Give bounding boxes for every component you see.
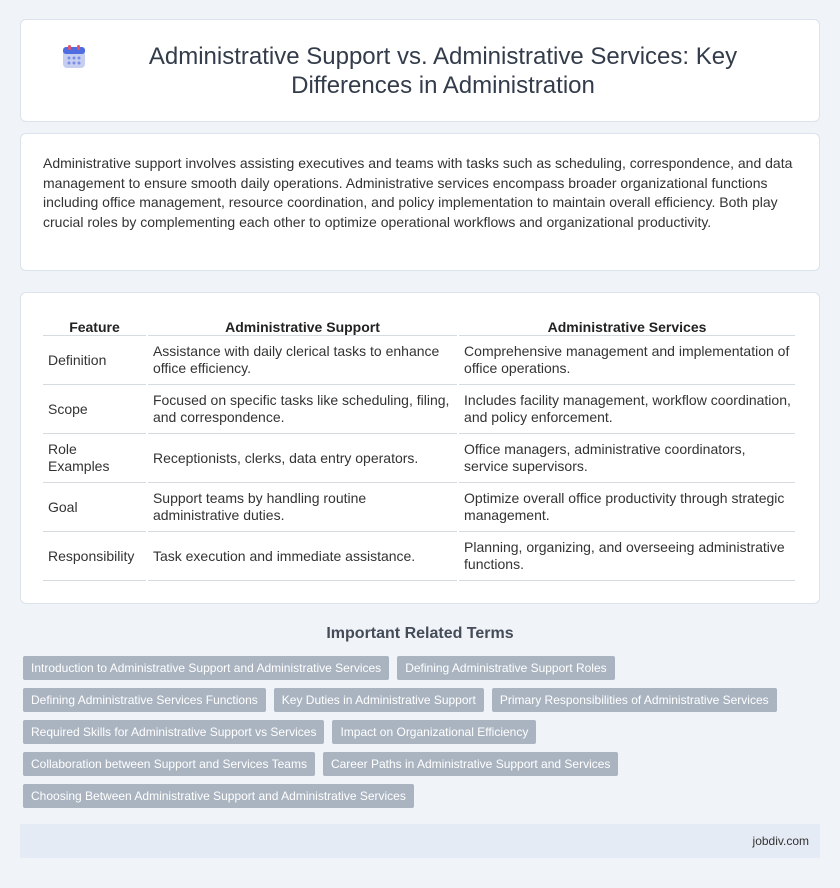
row-support-cell: Support teams by handling routine administrative duties. — [148, 483, 457, 532]
header-administrative-services: Administrative Services — [459, 315, 795, 336]
related-term-tag[interactable]: Key Duties in Administrative Support — [274, 688, 484, 712]
related-term-tag[interactable]: Defining Administrative Support Roles — [397, 656, 614, 680]
comparison-table — [41, 315, 797, 581]
row-services-cell: Office managers, administrative coordinators, service supervisors. — [459, 434, 795, 483]
header — [21, 20, 819, 121]
related-term-tag[interactable]: Defining Administrative Services Functions — [23, 688, 266, 712]
related-terms-list — [23, 656, 813, 808]
table-row — [43, 434, 795, 483]
footer — [20, 824, 820, 858]
page-title: Administrative Support vs. Administrative Services: Key Differences in Administration — [148, 42, 738, 99]
related-term-tag[interactable]: Impact on Organizational Efficiency — [332, 720, 536, 744]
related-term-tag[interactable]: Primary Responsibilities of Administrative Services — [492, 688, 777, 712]
related-term-tag[interactable]: Collaboration between Support and Services Teams — [23, 752, 315, 776]
row-feature-cell: Scope — [43, 385, 146, 434]
row-support-cell: Receptionists, clerks, data entry operators. — [148, 434, 457, 483]
row-support-cell: Assistance with daily clerical tasks to enhance office efficiency. — [148, 336, 457, 385]
row-feature-cell: Definition — [43, 336, 146, 385]
row-support-cell: Focused on specific tasks like scheduling, filing, and correspondence. — [148, 385, 457, 434]
row-feature-cell: Goal — [43, 483, 146, 532]
header-administrative-support: Administrative Support — [148, 315, 457, 336]
calendar-icon — [61, 44, 87, 70]
table-row — [43, 385, 795, 434]
header-card — [20, 19, 820, 122]
row-services-cell: Optimize overall office productivity through strategic management. — [459, 483, 795, 532]
header-feature: Feature — [43, 315, 146, 336]
related-term-tag[interactable]: Career Paths in Administrative Support and Services — [323, 752, 618, 776]
related-term-tag[interactable]: Introduction to Administrative Support and Administrative Services — [23, 656, 389, 680]
row-feature-cell: Role Examples — [43, 434, 146, 483]
table-row — [43, 483, 795, 532]
row-feature-cell: Responsibility — [43, 532, 146, 581]
row-support-cell: Task execution and immediate assistance. — [148, 532, 457, 581]
related-terms-title: Important Related Terms — [326, 625, 514, 642]
related-term-tag[interactable]: Required Skills for Administrative Support vs Services — [23, 720, 324, 744]
comparison-table-card — [20, 292, 820, 604]
intro-text: Administrative support involves assisting executives and teams with tasks such as scheduling, correspondence, and data management to ensure smooth daily operations. Administrative services encompass broader organizational functions including office management, resource coordination, and policy implementation to maintain overall efficiency. Both play crucial roles by complementing each other to optimize operational workflows and organizational productivity. — [43, 155, 793, 230]
related-term-tag[interactable]: Choosing Between Administrative Support and Administrative Services — [23, 784, 414, 808]
footer-site-link[interactable]: jobdiv.com — [752, 834, 809, 848]
table-row — [43, 532, 795, 581]
row-services-cell: Includes facility management, workflow coordination, and policy enforcement. — [459, 385, 795, 434]
row-services-cell: Planning, organizing, and overseeing administrative functions. — [459, 532, 795, 581]
table-header-row — [43, 315, 795, 336]
row-services-cell: Comprehensive management and implementation of office operations. — [459, 336, 795, 385]
table-row — [43, 336, 795, 385]
intro-card — [20, 133, 820, 271]
